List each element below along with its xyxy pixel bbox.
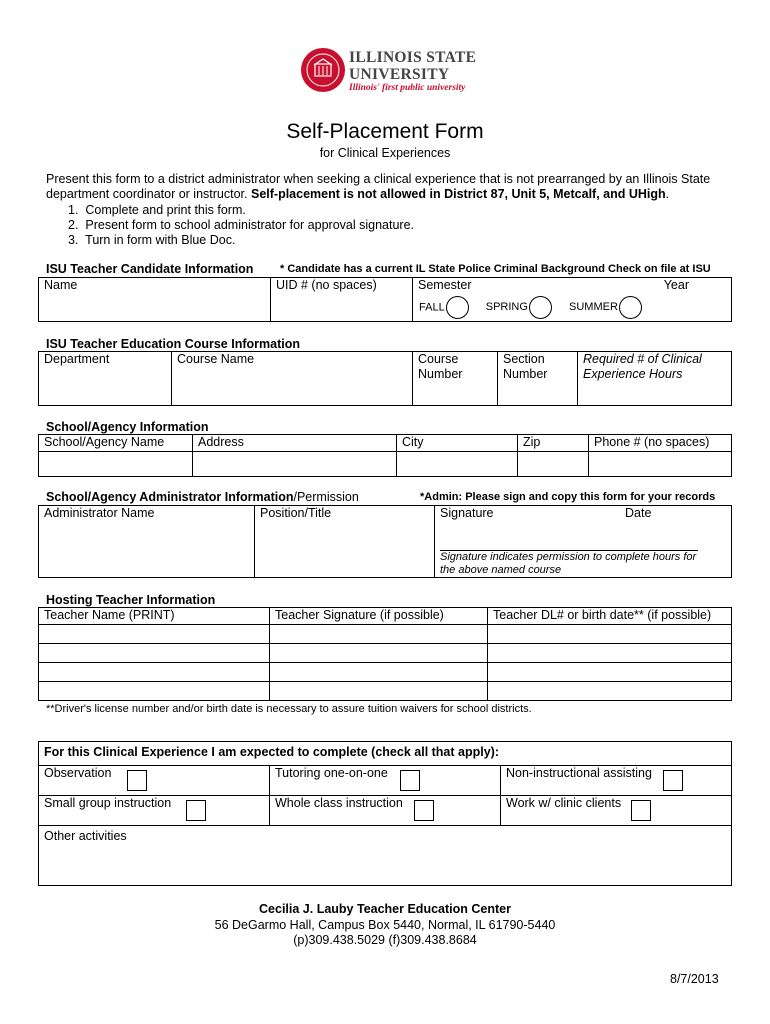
teacher-signature-input-1[interactable] — [270, 625, 488, 644]
required-hours-label-1: Required # of Clinical — [583, 352, 702, 366]
other-activities-field[interactable] — [39, 826, 732, 886]
phone-input[interactable] — [589, 452, 732, 477]
candidate-table — [38, 277, 732, 322]
address-header: Address — [193, 435, 397, 452]
teacher-signature-input-3[interactable] — [270, 663, 488, 682]
teacher-dl-header: Teacher DL# or birth date** (if possible) — [488, 608, 732, 625]
tutoring-checkbox[interactable] — [400, 770, 420, 791]
signature-label: Signature — [440, 506, 494, 520]
teacher-dl-input-3[interactable] — [488, 663, 732, 682]
required-hours-field[interactable] — [578, 352, 732, 406]
fall-label: FALL — [419, 301, 445, 314]
position-label: Position/Title — [260, 506, 332, 520]
admin-name-label: Administrator Name — [44, 506, 155, 520]
option-tutoring — [270, 766, 501, 796]
page-subtitle: for Clinical Experiences — [319, 146, 451, 160]
university-tagline: Illinois' first public university — [349, 83, 466, 93]
signature-note — [440, 551, 696, 577]
intro-paragraph — [46, 172, 736, 202]
department-field[interactable] — [39, 352, 172, 406]
school-name-input[interactable] — [39, 452, 193, 477]
hosting-heading: Hosting Teacher Information — [46, 593, 216, 607]
dl-footnote: **Driver's license number and/or birth date is necessary to assure tuition waivers for school districts. — [46, 703, 532, 715]
center-phones: (p)309.438.5029 (f)309.438.8684 — [293, 933, 477, 947]
teacher-name-input-3[interactable] — [39, 663, 270, 682]
option-non-instructional-label: Non-instructional assisting — [506, 766, 652, 780]
semester-field — [413, 278, 732, 322]
intro-step-3: 3. Turn in form with Blue Doc. — [68, 233, 236, 247]
university-seal-icon — [300, 47, 346, 93]
intro-period: . — [665, 187, 670, 201]
teacher-name-input-1[interactable] — [39, 625, 270, 644]
admin-note: *Admin: Please sign and copy this form for your records — [420, 491, 716, 503]
teacher-signature-header: Teacher Signature (if possible) — [270, 608, 488, 625]
course-heading: ISU Teacher Education Course Information — [46, 337, 300, 351]
spring-radio[interactable] — [529, 296, 552, 319]
hosting-table — [38, 607, 732, 701]
signature-note-line1: Signature indicates permission to complete hours for — [440, 551, 697, 563]
department-label: Department — [44, 352, 110, 366]
university-name-line1: ILLINOIS STATE — [349, 49, 477, 66]
name-field[interactable] — [39, 278, 271, 322]
teacher-name-header: Teacher Name (PRINT) — [39, 608, 270, 625]
teacher-name-input-4[interactable] — [39, 682, 270, 701]
center-name: Cecilia J. Lauby Teacher Education Center — [259, 902, 511, 916]
intro-step-1: 1. Complete and print this form. — [68, 203, 246, 217]
course-name-field[interactable] — [172, 352, 413, 406]
admin-table — [38, 505, 732, 578]
other-activities-label: Other activities — [44, 829, 127, 843]
admin-heading-bold: School/Agency Administrator Information — [46, 490, 294, 504]
option-clinic-clients — [501, 796, 732, 826]
background-check-note: * Candidate has a current IL State Police Criminal Background Check on file at ISU — [280, 263, 711, 275]
intro-step-2: 2. Present form to school administrator for approval signature. — [68, 218, 414, 232]
uid-label: UID # (no spaces) — [276, 278, 377, 292]
center-address: 56 DeGarmo Hall, Campus Box 5440, Normal, IL 61790-5440 — [214, 918, 556, 932]
intro-steps — [68, 203, 414, 248]
admin-heading-rest: /Permission — [293, 490, 359, 504]
clinical-heading: For this Clinical Experience I am expected to complete (check all that apply): — [39, 742, 732, 766]
small-group-checkbox[interactable] — [186, 800, 206, 821]
teacher-name-input-2[interactable] — [39, 644, 270, 663]
clinical-table — [38, 741, 732, 886]
non-instructional-checkbox[interactable] — [663, 770, 683, 791]
uid-field[interactable] — [271, 278, 413, 322]
section-number-label-1: Section — [503, 352, 545, 366]
signature-field[interactable] — [435, 506, 732, 578]
clinic-clients-checkbox[interactable] — [631, 800, 651, 821]
option-observation — [39, 766, 270, 796]
teacher-signature-input-2[interactable] — [270, 644, 488, 663]
position-field[interactable] — [255, 506, 435, 578]
spring-label: SPRING — [485, 301, 528, 314]
required-hours-label-2: Experience Hours — [583, 367, 683, 381]
isu-logo — [300, 46, 480, 96]
summer-radio[interactable] — [619, 296, 642, 319]
intro-text: Present this form to a district administrator when seeking a clinical experience that is not prearranged by an Illinois State department coordinator or instructor. — [46, 172, 711, 201]
page-title: Self-Placement Form — [286, 120, 484, 143]
city-header: City — [397, 435, 518, 452]
form-date: 8/7/2013 — [670, 972, 719, 986]
admin-name-field[interactable] — [39, 506, 255, 578]
fall-radio[interactable] — [446, 296, 469, 319]
summer-label: SUMMER — [569, 301, 618, 314]
university-name-line2: UNIVERSITY — [349, 66, 450, 83]
course-number-label-2: Number — [418, 367, 463, 381]
date-label: Date — [625, 506, 652, 520]
course-name-label: Course Name — [177, 352, 255, 366]
intro-bold-text: Self-placement is not allowed in District 87, Unit 5, Metcalf, and UHigh — [250, 187, 666, 201]
course-number-field[interactable] — [413, 352, 498, 406]
option-clinic-clients-label: Work w/ clinic clients — [506, 796, 622, 810]
city-input[interactable] — [397, 452, 518, 477]
teacher-dl-input-2[interactable] — [488, 644, 732, 663]
admin-heading — [46, 490, 359, 504]
teacher-dl-input-1[interactable] — [488, 625, 732, 644]
option-tutoring-label: Tutoring one-on-one — [275, 766, 388, 780]
zip-header: Zip — [518, 435, 589, 452]
school-table — [38, 434, 732, 477]
course-table — [38, 351, 732, 406]
option-small-group-label: Small group instruction — [44, 796, 172, 810]
zip-input[interactable] — [518, 452, 589, 477]
semester-label: Semester — [418, 278, 472, 292]
signature-note-line2: the above named course — [440, 564, 562, 576]
observation-checkbox[interactable] — [127, 770, 147, 791]
year-label: Year — [663, 278, 689, 292]
teacher-signature-input-4[interactable] — [270, 682, 488, 701]
teacher-dl-input-4[interactable] — [488, 682, 732, 701]
address-input[interactable] — [193, 452, 397, 477]
whole-class-checkbox[interactable] — [414, 800, 434, 821]
option-small-group — [39, 796, 270, 826]
candidate-heading: ISU Teacher Candidate Information — [46, 262, 254, 276]
section-number-label-2: Number — [503, 367, 548, 381]
course-number-label-1: Course — [418, 352, 459, 366]
option-observation-label: Observation — [44, 766, 112, 780]
option-whole-class — [270, 796, 501, 826]
name-label: Name — [44, 278, 78, 292]
school-name-header: School/Agency Name — [39, 435, 193, 452]
section-number-field[interactable] — [498, 352, 578, 406]
phone-header: Phone # (no spaces) — [589, 435, 732, 452]
option-whole-class-label: Whole class instruction — [275, 796, 403, 810]
option-non-instructional — [501, 766, 732, 796]
school-heading: School/Agency Information — [46, 420, 209, 434]
